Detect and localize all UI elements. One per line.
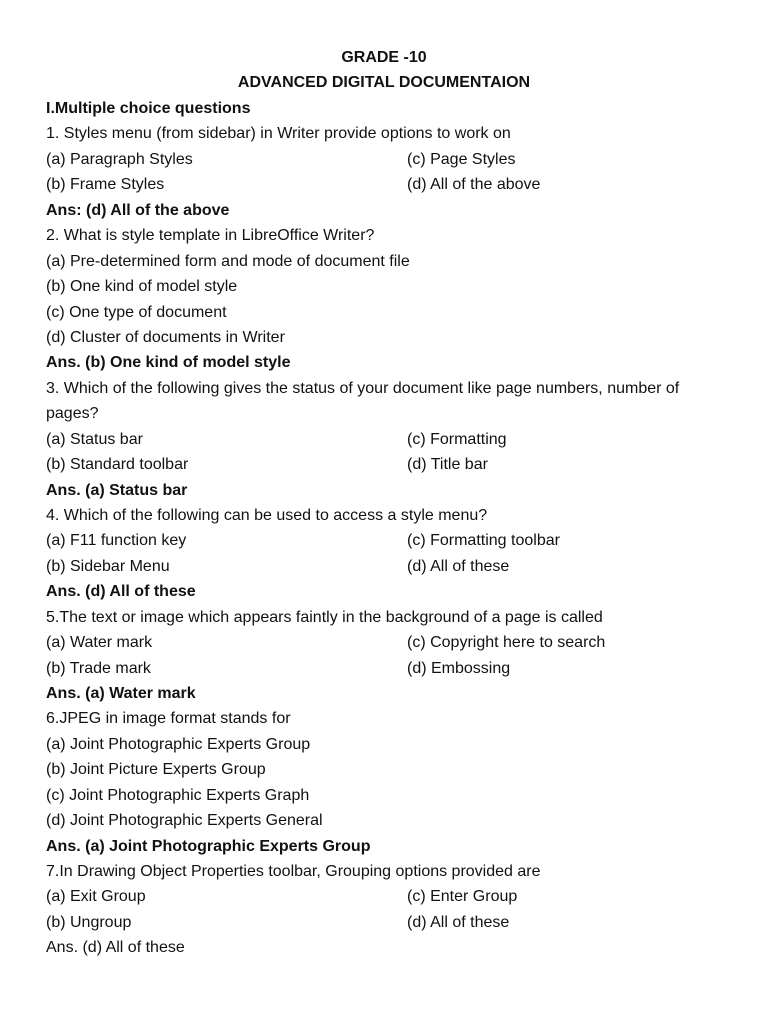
- question-2: 2. What is style template in LibreOffice Writer?: [46, 227, 375, 244]
- q5-option-c: (c) Copyright here to search: [407, 634, 606, 651]
- question-6: 6.JPEG in image format stands for: [46, 710, 291, 727]
- q6-answer: Ans. (a) Joint Photographic Experts Group: [46, 838, 371, 855]
- q7-answer: Ans. (d) All of these: [46, 939, 185, 956]
- subject-heading: ADVANCED DIGITAL DOCUMENTAION: [237, 74, 531, 91]
- q6-option-b: (b) Joint Picture Experts Group: [46, 761, 266, 778]
- q5-option-b: (b) Trade mark: [46, 660, 151, 677]
- q2-option-b: (b) One kind of model style: [46, 278, 238, 295]
- q7-option-c: (c) Enter Group: [407, 888, 518, 905]
- grade-heading: GRADE -10: [341, 49, 427, 66]
- q4-option-d: (d) All of these: [407, 558, 510, 575]
- q4-answer: Ans. (d) All of these: [46, 583, 196, 600]
- q1-option-c: (c) Page Styles: [407, 151, 516, 168]
- q5-option-d: (d) Embossing: [407, 660, 511, 677]
- q2-answer: Ans. (b) One kind of model style: [46, 354, 291, 371]
- q7-option-b: (b) Ungroup: [46, 914, 132, 931]
- q2-option-d: (d) Cluster of documents in Writer: [46, 329, 285, 346]
- q1-option-d: (d) All of the above: [407, 176, 541, 193]
- q2-option-a: (a) Pre-determined form and mode of document file: [46, 253, 410, 270]
- question-5: 5.The text or image which appears faintly in the background of a page is called: [46, 609, 603, 626]
- q1-option-b: (b) Frame Styles: [46, 176, 165, 193]
- q5-answer: Ans. (a) Water mark: [46, 685, 196, 702]
- q6-option-c: (c) Joint Photographic Experts Graph: [46, 787, 310, 804]
- question-3: 3. Which of the following gives the status of your document like page numbers, number of: [46, 380, 680, 397]
- q5-option-a: (a) Water mark: [46, 634, 153, 651]
- q1-answer: Ans: (d) All of the above: [46, 202, 230, 219]
- section-title: I.Multiple choice questions: [46, 100, 251, 117]
- q3-option-d: (d) Title bar: [407, 456, 488, 473]
- q4-option-a: (a) F11 function key: [46, 532, 187, 549]
- q3-option-b: (b) Standard toolbar: [46, 456, 189, 473]
- q6-option-a: (a) Joint Photographic Experts Group: [46, 736, 311, 753]
- q7-option-d: (d) All of these: [407, 914, 510, 931]
- question-4: 4. Which of the following can be used to access a style menu?: [46, 507, 488, 524]
- q4-option-c: (c) Formatting toolbar: [407, 532, 560, 549]
- question-3-continued: pages?: [46, 405, 99, 422]
- q3-answer: Ans. (a) Status bar: [46, 482, 188, 499]
- q1-option-a: (a) Paragraph Styles: [46, 151, 193, 168]
- q3-option-c: (c) Formatting: [407, 431, 507, 448]
- q2-option-c: (c) One type of document: [46, 304, 227, 321]
- q4-option-b: (b) Sidebar Menu: [46, 558, 170, 575]
- question-7: 7.In Drawing Object Properties toolbar, Grouping options provided are: [46, 863, 541, 880]
- q3-option-a: (a) Status bar: [46, 431, 143, 448]
- q6-option-d: (d) Joint Photographic Experts General: [46, 812, 323, 829]
- question-1: 1. Styles menu (from sidebar) in Writer provide options to work on: [46, 125, 511, 142]
- q7-option-a: (a) Exit Group: [46, 888, 146, 905]
